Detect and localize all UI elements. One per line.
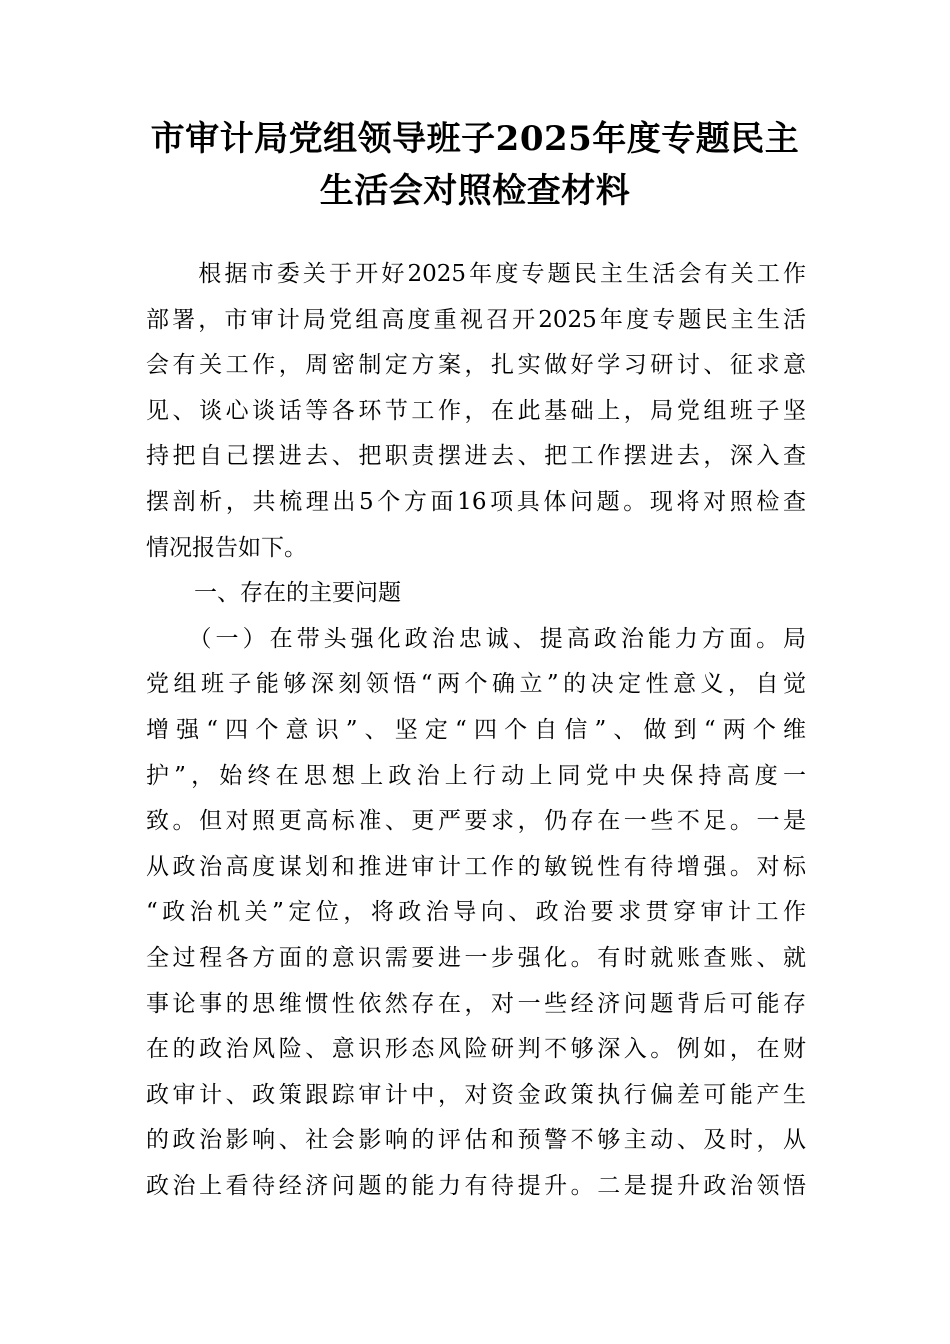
text-line: 从政治高度谋划和推进审计工作的敏锐性有待增强。对标 <box>146 853 806 880</box>
text-line: 见、谈心谈话等各环节工作，在此基础上，局党组班子坚 <box>146 397 806 424</box>
text-line: 情况报告如下。 <box>146 534 307 561</box>
text-line: 事论事的思维惯性依然存在，对一些经济问题背后可能存 <box>146 990 806 1017</box>
text-line: 摆剖析，共梳理出5个方面16项具体问题。现将对照检查 <box>146 488 806 515</box>
text-line: 政治上看待经济问题的能力有待提升。二是提升政治领悟 <box>146 1172 806 1199</box>
text-line: 根据市委关于开好2025年度专题民主生活会有关工作 <box>146 261 806 287</box>
text-line: 致。但对照更高标准、更严要求，仍存在一些不足。一是 <box>146 808 806 835</box>
text-line: 护”，始终在思想上政治上行动上同党中央保持高度一 <box>146 762 806 789</box>
text-line: 政审计、政策跟踪审计中，对资金政策执行偏差可能产生 <box>146 1081 806 1108</box>
text-line: 持把自己摆进去、把职责摆进去、把工作摆进去，深入查 <box>146 443 806 470</box>
text-line: （一）在带头强化政治忠诚、提高政治能力方面。局 <box>146 625 806 652</box>
section-heading: 一、存在的主要问题 <box>194 580 401 607</box>
section-1-paragraph <box>146 617 806 1210</box>
text-line: 的政治影响、社会影响的评估和预警不够主动、及时，从 <box>146 1127 806 1154</box>
intro-paragraph <box>146 252 806 571</box>
text-line: 增强“四个意识”、坚定“四个自信”、做到“两个维 <box>146 716 806 743</box>
document-title <box>120 113 830 217</box>
document-body <box>146 252 806 1209</box>
title-line-2: 生活会对照检查材料 <box>319 171 631 211</box>
text-line: 党组班子能够深刻领悟“两个确立”的决定性意义，自觉 <box>146 671 806 698</box>
text-line: “政治机关”定位，将政治导向、政治要求贯穿审计工作 <box>146 899 806 926</box>
text-line: 部署，市审计局党组高度重视召开2025年度专题民主生活 <box>146 306 806 333</box>
title-line-1: 市审计局党组领导班子2025年度专题民主 <box>150 119 800 159</box>
text-line: 在的政治风险、意识形态风险研判不够深入。例如，在财 <box>146 1036 806 1063</box>
text-line: 会有关工作，周密制定方案，扎实做好学习研讨、征求意 <box>146 352 806 379</box>
text-line: 全过程各方面的意识需要进一步强化。有时就账查账、就 <box>146 944 806 971</box>
